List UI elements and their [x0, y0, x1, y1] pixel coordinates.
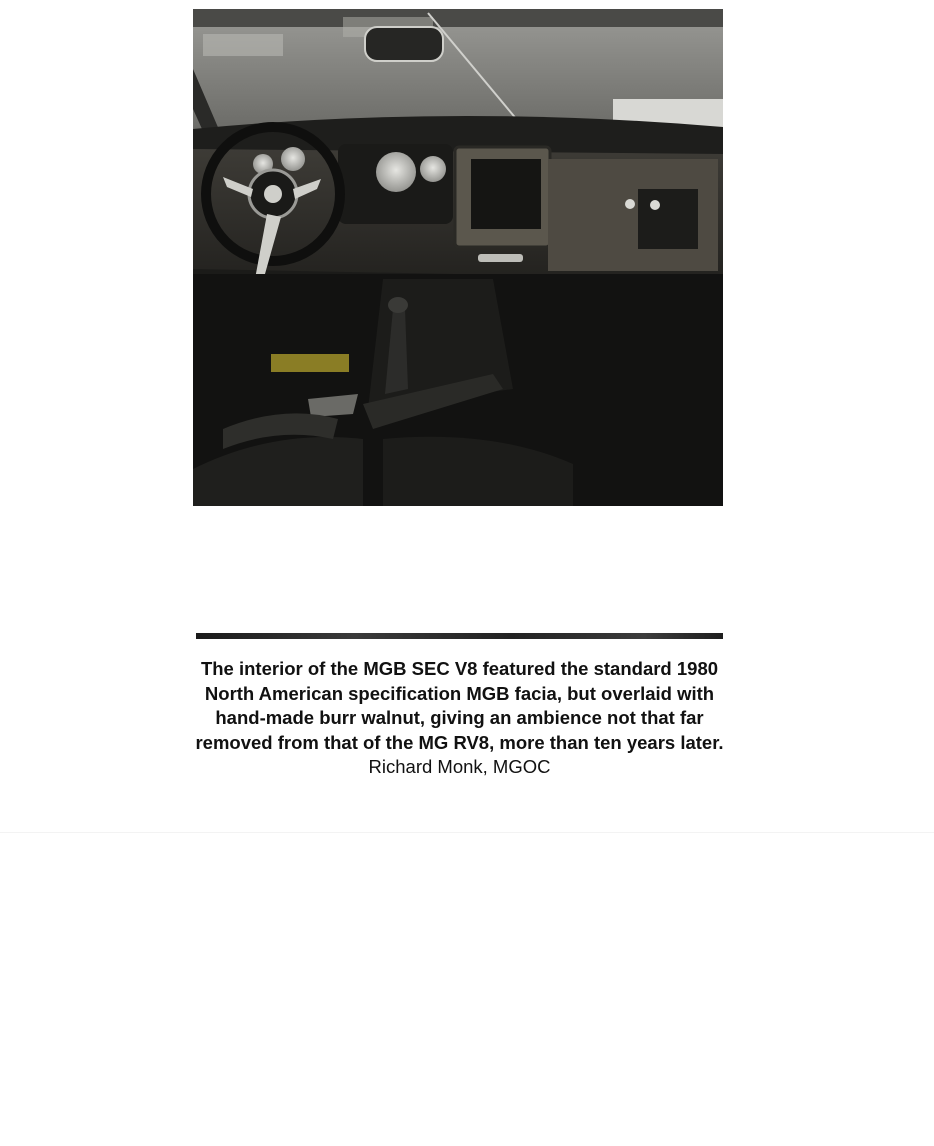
page-separator	[0, 832, 934, 833]
caption-credit: Richard Monk, MGOC	[368, 756, 551, 777]
interior-photo	[193, 9, 723, 506]
highlight-marker	[271, 354, 349, 372]
figure-caption	[193, 657, 726, 780]
photo-divider-strip	[196, 633, 723, 639]
dashboard-photo-illustration	[193, 9, 723, 506]
caption-text: The interior of the MGB SEC V8 featured the standard 1980 North American specification MGB facia, but overlaid with hand-made burr walnut, giving an ambience not that far removed from that of the MG RV8, more than ten years later.	[195, 658, 724, 753]
